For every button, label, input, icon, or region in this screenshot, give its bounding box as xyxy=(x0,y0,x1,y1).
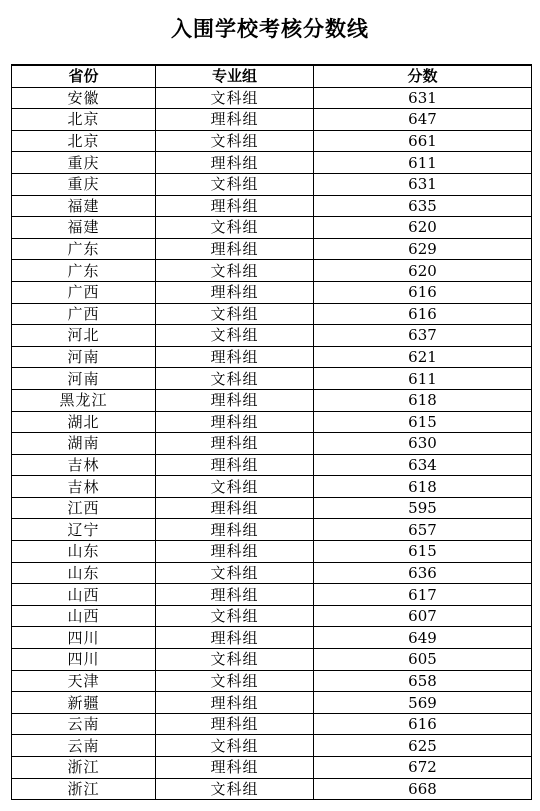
table-row xyxy=(12,260,532,282)
table-row xyxy=(12,605,532,627)
group-cell: 文科组 xyxy=(156,735,314,757)
score-cell: 634 xyxy=(314,454,532,476)
score-cell: 672 xyxy=(314,757,532,779)
province-cell: 湖北 xyxy=(12,411,156,433)
group-cell: 理科组 xyxy=(156,433,314,455)
province-cell: 广西 xyxy=(12,303,156,325)
score-cell: 636 xyxy=(314,562,532,584)
group-cell: 文科组 xyxy=(156,649,314,671)
table-row xyxy=(12,627,532,649)
group-cell: 文科组 xyxy=(156,217,314,239)
group-cell: 文科组 xyxy=(156,562,314,584)
table-row xyxy=(12,109,532,131)
score-cell: 631 xyxy=(314,173,532,195)
province-cell: 黑龙江 xyxy=(12,389,156,411)
province-cell: 辽宁 xyxy=(12,519,156,541)
score-cell: 615 xyxy=(314,411,532,433)
group-cell: 理科组 xyxy=(156,584,314,606)
table-row xyxy=(12,713,532,735)
province-cell: 浙江 xyxy=(12,757,156,779)
group-cell: 理科组 xyxy=(156,519,314,541)
province-cell: 浙江 xyxy=(12,778,156,800)
table-row xyxy=(12,281,532,303)
province-cell: 河南 xyxy=(12,346,156,368)
province-cell: 吉林 xyxy=(12,476,156,498)
table-row xyxy=(12,497,532,519)
group-cell: 文科组 xyxy=(156,130,314,152)
group-cell: 文科组 xyxy=(156,303,314,325)
score-cell: 631 xyxy=(314,87,532,109)
province-cell: 吉林 xyxy=(12,454,156,476)
province-cell: 安徽 xyxy=(12,87,156,109)
score-cell: 658 xyxy=(314,670,532,692)
group-cell: 文科组 xyxy=(156,325,314,347)
table-row xyxy=(12,562,532,584)
group-cell: 理科组 xyxy=(156,713,314,735)
province-cell: 北京 xyxy=(12,109,156,131)
province-cell: 四川 xyxy=(12,649,156,671)
province-cell: 河北 xyxy=(12,325,156,347)
group-cell: 文科组 xyxy=(156,476,314,498)
score-cell: 618 xyxy=(314,476,532,498)
table-row xyxy=(12,87,532,109)
score-cell: 611 xyxy=(314,368,532,390)
score-cell: 611 xyxy=(314,152,532,174)
table-row xyxy=(12,238,532,260)
score-cell: 621 xyxy=(314,346,532,368)
group-cell: 理科组 xyxy=(156,346,314,368)
province-cell: 新疆 xyxy=(12,692,156,714)
table-row xyxy=(12,541,532,563)
group-cell: 文科组 xyxy=(156,368,314,390)
group-cell: 文科组 xyxy=(156,605,314,627)
table-header-row xyxy=(12,65,532,87)
score-table xyxy=(11,64,532,800)
table-row xyxy=(12,735,532,757)
group-cell: 文科组 xyxy=(156,778,314,800)
table-row xyxy=(12,476,532,498)
column-header-group: 专业组 xyxy=(156,65,314,87)
score-cell: 620 xyxy=(314,260,532,282)
group-cell: 理科组 xyxy=(156,109,314,131)
page-title: 入围学校考核分数线 xyxy=(171,17,369,41)
score-cell: 635 xyxy=(314,195,532,217)
table-row xyxy=(12,173,532,195)
group-cell: 理科组 xyxy=(156,454,314,476)
score-cell: 625 xyxy=(314,735,532,757)
province-cell: 广东 xyxy=(12,260,156,282)
score-cell: 647 xyxy=(314,109,532,131)
group-cell: 理科组 xyxy=(156,238,314,260)
table-row xyxy=(12,692,532,714)
group-cell: 文科组 xyxy=(156,87,314,109)
group-cell: 理科组 xyxy=(156,195,314,217)
province-cell: 云南 xyxy=(12,713,156,735)
group-cell: 理科组 xyxy=(156,389,314,411)
score-cell: 661 xyxy=(314,130,532,152)
table-row xyxy=(12,519,532,541)
province-cell: 山东 xyxy=(12,562,156,584)
province-cell: 重庆 xyxy=(12,173,156,195)
group-cell: 理科组 xyxy=(156,757,314,779)
score-cell: 616 xyxy=(314,281,532,303)
column-header-score: 分数 xyxy=(314,65,532,87)
score-cell: 630 xyxy=(314,433,532,455)
province-cell: 四川 xyxy=(12,627,156,649)
table-row xyxy=(12,130,532,152)
table-row xyxy=(12,346,532,368)
group-cell: 理科组 xyxy=(156,411,314,433)
group-cell: 理科组 xyxy=(156,627,314,649)
table-row xyxy=(12,152,532,174)
province-cell: 江西 xyxy=(12,497,156,519)
score-cell: 615 xyxy=(314,541,532,563)
score-cell: 618 xyxy=(314,389,532,411)
group-cell: 理科组 xyxy=(156,692,314,714)
table-row xyxy=(12,195,532,217)
score-cell: 595 xyxy=(314,497,532,519)
province-cell: 云南 xyxy=(12,735,156,757)
table-row xyxy=(12,454,532,476)
province-cell: 福建 xyxy=(12,195,156,217)
table-row xyxy=(12,584,532,606)
province-cell: 北京 xyxy=(12,130,156,152)
group-cell: 理科组 xyxy=(156,497,314,519)
score-cell: 616 xyxy=(314,713,532,735)
table-row xyxy=(12,389,532,411)
score-cell: 605 xyxy=(314,649,532,671)
table-body xyxy=(12,87,532,800)
province-cell: 山西 xyxy=(12,584,156,606)
province-cell: 山西 xyxy=(12,605,156,627)
table-row xyxy=(12,433,532,455)
score-cell: 607 xyxy=(314,605,532,627)
table-row xyxy=(12,411,532,433)
group-cell: 理科组 xyxy=(156,541,314,563)
province-cell: 湖南 xyxy=(12,433,156,455)
score-cell: 649 xyxy=(314,627,532,649)
group-cell: 文科组 xyxy=(156,260,314,282)
table-row xyxy=(12,778,532,800)
column-header-province: 省份 xyxy=(12,65,156,87)
province-cell: 重庆 xyxy=(12,152,156,174)
table-row xyxy=(12,303,532,325)
table-row xyxy=(12,368,532,390)
score-cell: 616 xyxy=(314,303,532,325)
score-cell: 637 xyxy=(314,325,532,347)
group-cell: 理科组 xyxy=(156,281,314,303)
score-cell: 657 xyxy=(314,519,532,541)
table-row xyxy=(12,757,532,779)
group-cell: 理科组 xyxy=(156,152,314,174)
table-row xyxy=(12,217,532,239)
province-cell: 天津 xyxy=(12,670,156,692)
table-row xyxy=(12,670,532,692)
province-cell: 河南 xyxy=(12,368,156,390)
table-row xyxy=(12,325,532,347)
score-cell: 620 xyxy=(314,217,532,239)
province-cell: 福建 xyxy=(12,217,156,239)
group-cell: 文科组 xyxy=(156,670,314,692)
province-cell: 广东 xyxy=(12,238,156,260)
table-row xyxy=(12,649,532,671)
score-cell: 668 xyxy=(314,778,532,800)
score-cell: 617 xyxy=(314,584,532,606)
score-cell: 569 xyxy=(314,692,532,714)
group-cell: 文科组 xyxy=(156,173,314,195)
province-cell: 广西 xyxy=(12,281,156,303)
score-cell: 629 xyxy=(314,238,532,260)
province-cell: 山东 xyxy=(12,541,156,563)
